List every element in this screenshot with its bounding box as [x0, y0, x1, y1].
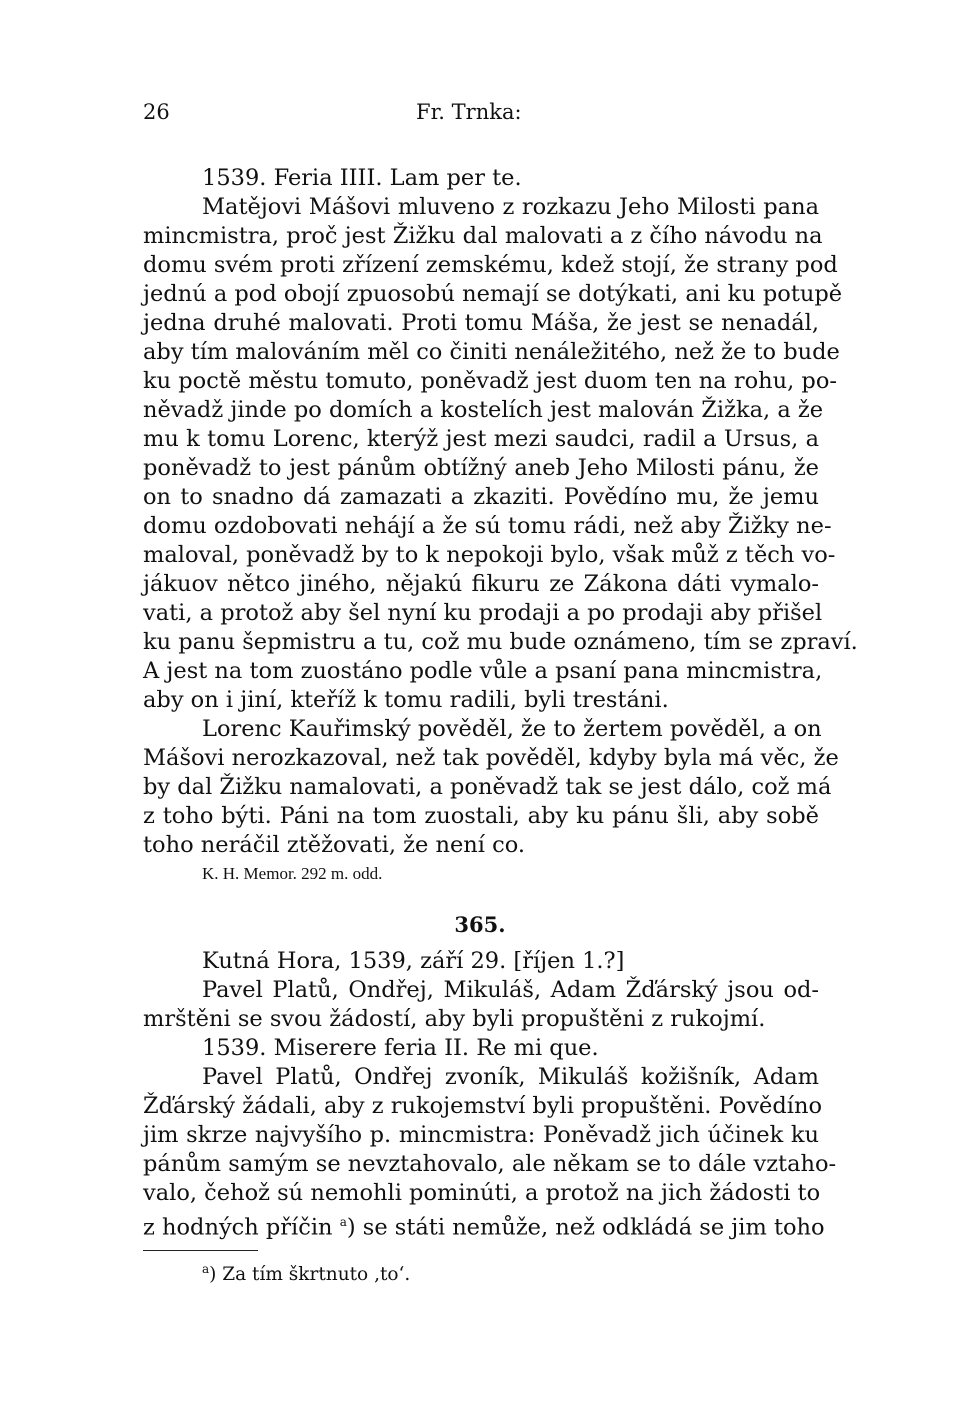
text-line: jednú a pod obojí zpuosobú nemají se dotýkati, ani ku potupě — [143, 281, 843, 307]
text-line: aby on i jiní, kteříž k tomu radili, byli trestáni. — [143, 687, 669, 713]
text-line: z toho býti. Páni na tom zuostali, aby ku pánu šli, aby sobě — [143, 803, 819, 829]
footnote-text: ) Za tím škrtnuto ‚to‘. — [209, 1264, 411, 1286]
running-head: Fr. Trnka: — [416, 100, 522, 124]
document-number: 365. — [454, 912, 506, 937]
text-line: mu k tomu Lorenc, kterýž jest mezi saudci, radil a Ursus, a — [143, 426, 819, 452]
text-line — [143, 1208, 825, 1242]
text-line: vati, a protož aby šel nyní ku prodaji a po prodaji aby přišel — [143, 600, 823, 626]
footnote — [202, 1262, 410, 1285]
summary-line: Pavel Platů, Ondřej, Mikuláš, Adam Žďárský jsou od- — [202, 977, 819, 1003]
text-line: něvadž jinde po domích a kostelích jest malován Žižka, a že — [143, 397, 824, 423]
summary-line: mrštěni se svou žádostí, aby byli propuštěni z rukojmí. — [143, 1006, 766, 1032]
text-line: ku panu šepmistru a tu, což mu bude oznámeno, tím se zpraví. — [143, 629, 858, 655]
page-header — [143, 100, 819, 130]
text-line: Žďárský žádali, aby z rukojemství byli propuštěni. Povědíno — [143, 1093, 823, 1119]
text-line: on to snadno dá zamazati a zkaziti. Povědíno mu, že jemu — [143, 484, 819, 510]
text-line: jim skrze najvyšího p. mincmistra: Poněvadž jich účinek ku — [143, 1122, 819, 1148]
text-line: A jest na tom zuostáno podle vůle a psaní pana mincmistra, — [143, 658, 823, 684]
text-line: aby tím malováním měl co činiti nenáležitého, než že to bude — [143, 339, 840, 365]
text-line: domu svém proti zřízení zemskému, kdež stojí, že strany pod — [143, 252, 838, 278]
text-line: Matějovi Mášovi mluveno z rozkazu Jeho Milosti pana — [202, 194, 819, 220]
footnote-reference: a — [339, 1215, 347, 1229]
text-line: domu ozdobovati nehájí a že sú tomu rádi, než aby Žižky ne- — [143, 513, 832, 539]
text-line: ku poctě městu tomuto, poněvadž jest duom ten na rohu, po- — [143, 368, 837, 394]
text-segment: z hodných příčin — [143, 1214, 333, 1241]
text-line: maloval, poněvadž by to k nepokoji bylo, však můž z těch vo- — [143, 542, 836, 568]
text-line: mincmistra, proč jest Žižku dal malovati a z čího návodu na — [143, 223, 823, 249]
text-line: toho neráčil ztěžovati, že není co. — [143, 832, 526, 858]
entry-date-line: 1539. Feria IIII. Lam per te. — [202, 165, 522, 191]
footnote-divider — [143, 1250, 258, 1251]
text-line: Lorenc Kauřimský pověděl, že to žertem pověděl, a on — [202, 716, 822, 742]
text-line: valo, čehož sú nemohli pominúti, a protož na jich žádosti to — [143, 1180, 821, 1206]
text-segment: ) se státi nemůže, než odkládá se jim toho — [346, 1214, 825, 1241]
text-line: poněvadž to jest pánům obtížný aneb Jeho Milosti pánu, že — [143, 455, 819, 481]
text-line: by dal Žižku namalovati, a poněvadž tak se jest dálo, což má — [143, 774, 832, 800]
footnote-mark: a — [202, 1262, 210, 1276]
entry-date-line: 1539. Miserere feria II. Re mi que. — [202, 1035, 599, 1061]
text-line: Mášovi nerozkazoval, než tak pověděl, kdyby byla má věc, že — [143, 745, 839, 771]
place-date-line: Kutná Hora, 1539, září 29. [říjen 1.?] — [202, 948, 625, 974]
text-line: pánům samým se nevztahovalo, ale někam se to dále vztaho- — [143, 1151, 837, 1177]
text-line: jedna druhé malovati. Proti tomu Máša, že jest se nenadál, — [143, 310, 819, 336]
text-line: jákuov nětco jiného, nějakú fikuru ze Zákona dáti vymalo- — [143, 571, 819, 597]
source-signature: K. H. Memor. 292 m. odd. — [202, 864, 383, 883]
text-line: Pavel Platů, Ondřej zvoník, Mikuláš kožišník, Adam — [202, 1064, 819, 1090]
page-number: 26 — [143, 100, 170, 124]
